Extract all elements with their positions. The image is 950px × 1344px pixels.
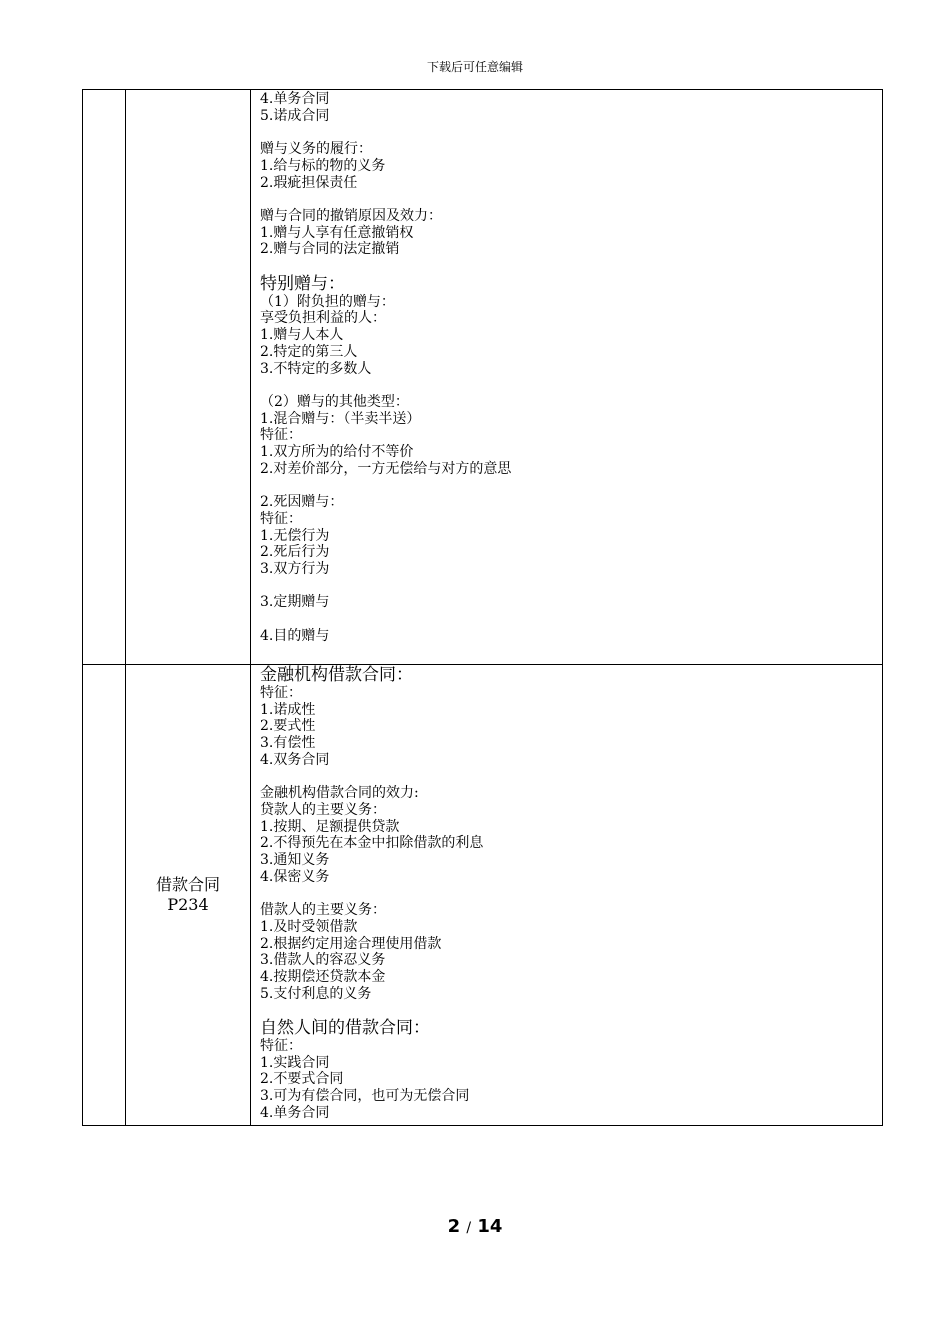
text-line: 4.保密义务 [260, 868, 330, 885]
text-line: 3.双方行为 [260, 560, 330, 577]
text-line: 1.诺成性 [260, 701, 316, 718]
text-line: 4.单务合同 [260, 1104, 330, 1121]
text-line: 1.按期、足额提供贷款 [260, 818, 400, 835]
line-gap [260, 578, 882, 595]
text-line: 2.对差价部分，一方无偿给与对方的意思 [260, 460, 512, 477]
text-line: 自然人间的借款合同： [260, 1018, 430, 1039]
text-line: 2.特定的第三人 [260, 343, 358, 360]
text-line: 1.实践合同 [260, 1054, 330, 1071]
text-line: 特征： [260, 510, 302, 527]
text-line: 3.有偿性 [260, 735, 316, 752]
text-line: （2）赠与的其他类型： [260, 393, 409, 410]
line-gap [260, 477, 882, 494]
text-line: 4.按期偿还贷款本金 [260, 968, 386, 985]
text-line: 3.定期赠与 [260, 594, 330, 611]
text-line: 1.赠与人本人 [260, 327, 344, 344]
text-line: （1）附负担的赠与： [260, 293, 395, 310]
text-line: 1.给与标的物的义务 [260, 157, 386, 174]
text-line: 2.瑕疵担保责任 [260, 174, 358, 191]
total-pages: 14 [477, 1216, 503, 1237]
content-cell [251, 90, 883, 665]
page-header: 下载后可任意编辑 [426, 60, 523, 74]
text-line: 金融机构借款合同的效力: [260, 785, 419, 802]
text-line: 贷款人的主要义务： [260, 801, 386, 818]
table-row [83, 90, 883, 665]
text-line: 4.单务合同 [260, 91, 330, 107]
text-line: 1.双方所为的给付不等价 [260, 444, 414, 460]
page-separator: / [466, 1220, 472, 1236]
line-gap [260, 1002, 882, 1019]
text-line: 2.赠与合同的法定撤销 [260, 241, 400, 258]
line-gap [260, 258, 882, 275]
line-gap [260, 124, 882, 141]
text-line: 借款人的主要义务： [260, 902, 386, 919]
text-line: 1.混合赠与：（半卖半送） [260, 410, 421, 427]
text-line: 特别赠与： [260, 273, 345, 294]
text-line: 3.不特定的多数人 [260, 360, 372, 377]
line-gap [260, 885, 882, 902]
page-number [0, 1216, 950, 1237]
text-line: 赠与合同的撤销原因及效力： [260, 207, 442, 224]
content-cell [251, 665, 883, 1126]
text-line: 5.支付利息的义务 [260, 985, 372, 1002]
text-line: 1.无偿行为 [260, 527, 330, 544]
text-line: 2.根据约定用途合理使用借款 [260, 935, 442, 952]
table-row [83, 665, 883, 1126]
text-line: 赠与义务的履行： [260, 141, 372, 158]
text-line: 3.通知义务 [260, 852, 330, 869]
section-label-cell [126, 90, 251, 665]
text-line: 3.借款人的容忍义务 [260, 952, 386, 969]
text-line: 4.目的赠与 [260, 627, 330, 644]
content-lines [251, 90, 882, 644]
line-gap [260, 611, 882, 628]
text-line: 4.双务合同 [260, 751, 330, 768]
text-line: 金融机构借款合同： [260, 665, 413, 685]
section-label-cell [126, 665, 251, 1126]
line-gap [260, 377, 882, 394]
blank-cell [83, 90, 126, 665]
text-line: 2.死后行为 [260, 544, 330, 561]
content-lines [251, 665, 882, 1122]
text-line: 2.不得预先在本金中扣除借款的利息 [260, 835, 484, 852]
text-line: 2.不要式合同 [260, 1071, 344, 1088]
notes-table [82, 89, 883, 1126]
line-gap [260, 191, 882, 208]
text-line: 1.赠与人享有任意撤销权 [260, 224, 414, 241]
blank-cell [83, 665, 126, 1126]
section-page-ref: P234 [167, 895, 209, 914]
text-line: 特征： [260, 427, 302, 444]
text-line: 2.死因赠与： [260, 494, 344, 511]
current-page: 2 [447, 1216, 461, 1237]
text-line: 3.可为有偿合同，也可为无偿合同 [260, 1088, 470, 1105]
text-line: 1.及时受领借款 [260, 918, 358, 935]
text-line: 5.诺成合同 [260, 107, 330, 124]
text-line: 享受负担利益的人： [260, 310, 386, 327]
text-line: 特征： [260, 1038, 302, 1055]
text-line: 特征： [260, 685, 302, 701]
text-line: 2.要式性 [260, 718, 316, 735]
line-gap [260, 769, 882, 786]
section-label: 借款合同 [155, 875, 220, 894]
